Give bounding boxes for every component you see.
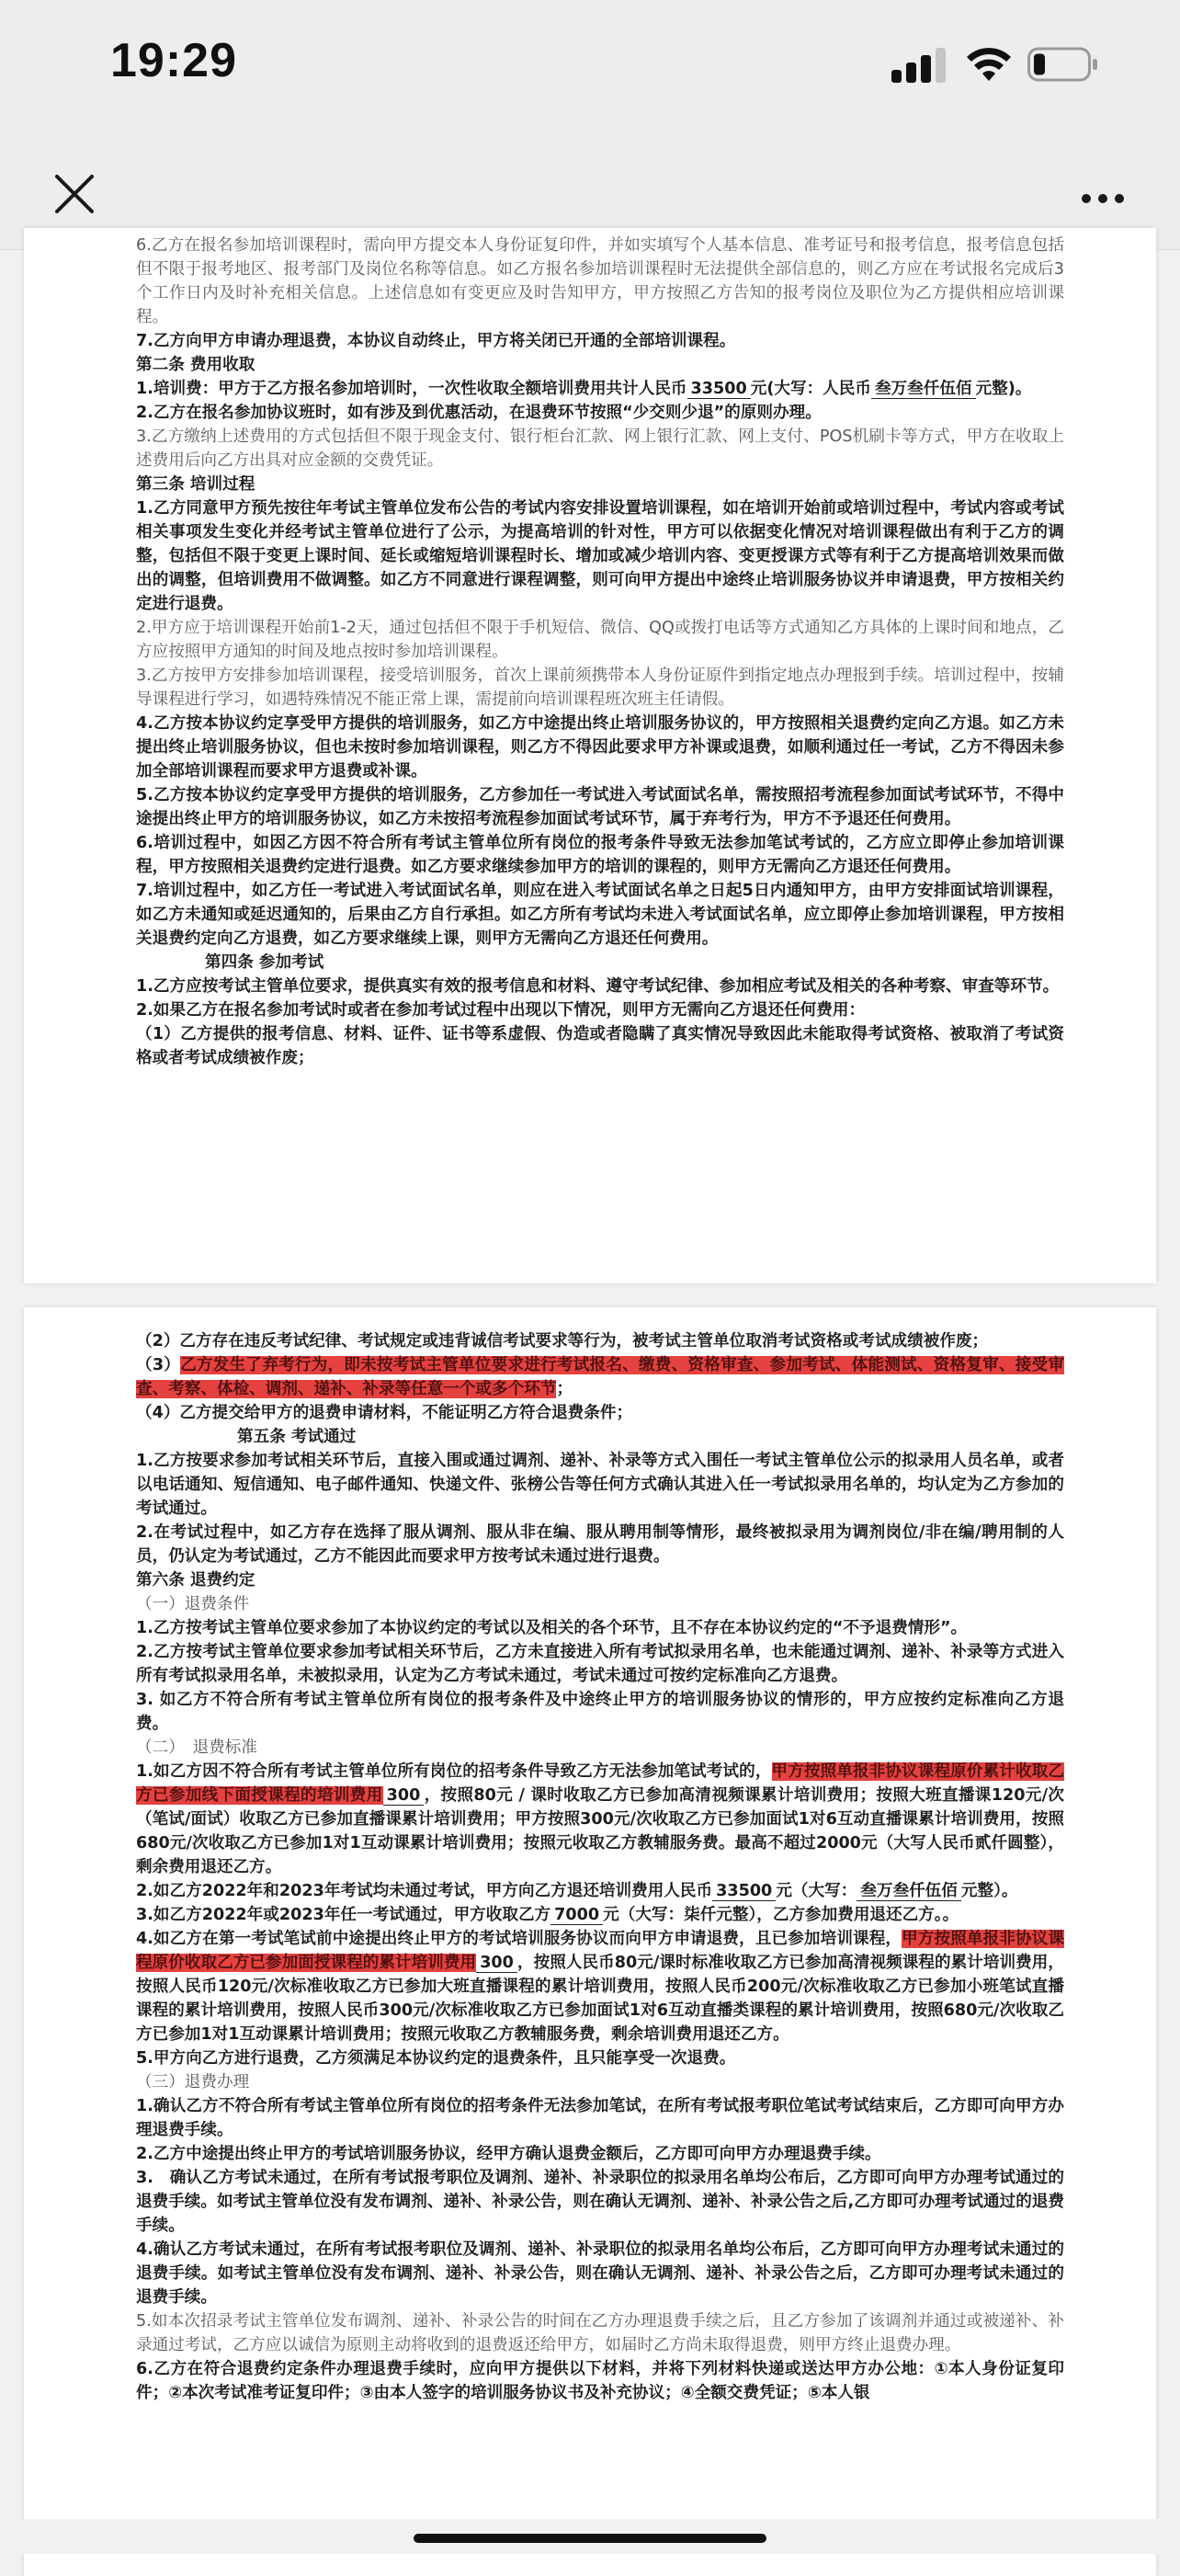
paragraph-text: 第三条 培训过程 bbox=[136, 475, 255, 494]
paragraph-text: 元整)。 bbox=[975, 380, 1032, 398]
document-paragraph bbox=[136, 1329, 1064, 1353]
document-paragraph bbox=[136, 664, 1064, 712]
paragraph-text: 6.培训过程中，如因乙方因不符合所有考试主管单位所有岗位的报考条件导致无法参加笔试考试的，乙方应立即停止参加培训课程，甲方按照相关退费约定进行退费。如乙方要求继续参加甲方的培训的课程的，则甲方无需向乙方退还任何费用。 bbox=[136, 834, 1064, 876]
paragraph-text: 元（大写： bbox=[776, 1882, 857, 1900]
paragraph-text: 1.如乙方因不符合所有考试主管单位所有岗位的招考条件导致乙方无法参加笔试考试的， bbox=[136, 1762, 772, 1781]
document-paragraph bbox=[136, 2238, 1064, 2309]
status-bar bbox=[0, 0, 1180, 138]
wifi-icon bbox=[965, 44, 1013, 83]
more-icon[interactable] bbox=[1066, 165, 1140, 222]
paragraph-text: （4）乙方提交给甲方的退费申请材料，不能证明乙方符合退费条件； bbox=[136, 1404, 633, 1422]
paragraph-text: （2）乙方存在违反考试纪律、考试规定或违背诚信考试要求等行为，被考试主管单位取消考试资格或考试成绩被作废； bbox=[136, 1332, 989, 1351]
section-subheading bbox=[136, 2070, 1064, 2094]
paragraph-text: 元收取乙方教辅服务费，剩余培训费用退还乙方。 bbox=[433, 2025, 789, 2044]
paragraph-text: 第二条 费用收取 bbox=[136, 356, 255, 374]
document-paragraph bbox=[136, 831, 1064, 879]
article-heading bbox=[136, 951, 1064, 975]
document-paragraph bbox=[136, 783, 1064, 831]
underlined-amount: 300 bbox=[476, 1954, 517, 1973]
document-paragraph bbox=[136, 377, 1064, 401]
paragraph-text: （三）退费办理 bbox=[136, 2073, 250, 2092]
document-paragraph bbox=[136, 1616, 1064, 1640]
article-heading bbox=[136, 1568, 1064, 1592]
document-paragraph bbox=[136, 1521, 1064, 1568]
document-viewer[interactable] bbox=[0, 236, 1180, 2554]
paragraph-text: 5.如本次招录考试主管单位发布调剂、递补、补录公告的时间在乙方办理退费手续之后，且乙方参加了该调剂并通过或被递补、补录通过考试，乙方应以诚信为原则主动将收到的退费返还给甲方，如届时乙方尚未取得退费，则甲方终止退费办理。 bbox=[136, 2312, 1064, 2354]
document-paragraph bbox=[136, 975, 1064, 998]
document-paragraph bbox=[136, 1353, 1064, 1401]
document-paragraph bbox=[136, 234, 1064, 329]
underlined-amount: 叁万叁仟伍佰 bbox=[871, 380, 976, 399]
document-paragraph bbox=[136, 879, 1064, 951]
document-paragraph bbox=[136, 1903, 1064, 1927]
paragraph-text: 1.乙方按考试主管单位要求参加了本协议约定的考试以及相关的各个环节，且不存在本协议约定的“不予退费情形”。 bbox=[136, 1619, 968, 1637]
document-paragraph bbox=[136, 1760, 1064, 1879]
paragraph-text: 2.乙方中途提出终止甲方的考试培训服务协议，经甲方确认退费金额后，乙方即可向甲方办理退费手续。 bbox=[136, 2145, 881, 2163]
paragraph-text: 2.乙方按考试主管单位要求参加考试相关环节后，乙方未直接进入所有考试拟录用名单，也未能通过调剂、递补、补录等方式进入所有考试拟录用名单，未被拟录用，认定为乙方考试未通过，考试未通过可按约定标准向乙方退费。 bbox=[136, 1643, 1064, 1685]
document-paragraph bbox=[136, 401, 1064, 425]
paragraph-text: 第五条 考试通过 bbox=[237, 1428, 357, 1446]
paragraph-text: 元收取乙方教辅服务费。最高不超过2000元（大写人民币贰仟圆整），剩余费用退还乙方。 bbox=[136, 1834, 1065, 1876]
paragraph-text: （二） 退费标准 bbox=[136, 1738, 257, 1757]
document-paragraph bbox=[136, 712, 1064, 783]
paragraph-text: 7.乙方向甲方申请办理退费，本协议自动终止，甲方将关闭已开通的全部培训课程。 bbox=[136, 332, 736, 350]
paragraph-text: 7.培训过程中，如乙方任一考试进入考试面试名单，则应在进入考试面试名单之日起5日内通知甲方，由甲方安排面试培训课程，如乙方未通知或延迟通知的，后果由乙方自行承担。如乙方所有考试均未进入考试面试名单，应立即停止参加培训课程，甲方按相关退费约定向乙方退费，如乙方要求继续上课，则甲方无需向乙方退还任何费用。 bbox=[136, 882, 1064, 948]
paragraph-text: 2.如果乙方在报名参加考试时或者在参加考试过程中出现以下情况，则甲方无需向乙方退还任何费用： bbox=[136, 1001, 866, 1020]
paragraph-text: 3.乙方缴纳上述费用的方式包括但不限于现金支付、银行柜台汇款、网上银行汇款、网上支付、POS机刷卡等方式，甲方在收取上述费用后向乙方出具对应金额的交费凭证。 bbox=[136, 427, 1064, 470]
paragraph-text: ，按照80元 / 课时收取乙方已参加高清视频课累计培训费用；按照大班直播课120元/次（笔试/面试）收取乙方已参加直播课累计培训费用；甲方按照300元/次收取乙方已参加面试1对6互动直播课累计培训费用，按照680元/次收取乙方已参加1对1互动课累计培训费用；按照 bbox=[136, 1786, 1064, 1852]
paragraph-text: 2.乙方在报名参加协议班时，如有涉及到优惠活动，在退费环节按照“少交则少退”的原则办理。 bbox=[136, 404, 822, 422]
document-paragraph bbox=[136, 2094, 1064, 2142]
article-heading bbox=[136, 473, 1064, 496]
paragraph-text: 4.如乙方在第一考试笔试前中途提出终止甲方的考试培训服务协议而向甲方申请退费，且已参加培训课程， bbox=[136, 1930, 902, 1948]
cellular-signal-icon bbox=[891, 48, 947, 83]
battery-icon bbox=[1027, 46, 1099, 83]
highlighted-text: 甲方按照单报非协议课程原价收取乙方已参加面授课程的累计培训费用 bbox=[136, 1930, 1064, 1972]
paragraph-text: 5.甲方向乙方进行退费，乙方须满足本协议约定的退费条件，且只能享受一次退费。 bbox=[136, 2049, 736, 2068]
paragraph-text: 2.甲方应于培训课程开始前1-2天，通过包括但不限于手机短信、微信、QQ或拨打电话等方式通知乙方具体的上课时间和地点，乙方应按照甲方通知的时间及地点按时参加培训课程。 bbox=[136, 619, 1064, 661]
paragraph-text: 1.乙方应按考试主管单位要求，提供真实有效的报考信息和材料、遵守考试纪律、参加相应考试及相关的各种考察、审查等环节。 bbox=[136, 977, 1060, 996]
document-paragraph bbox=[136, 2046, 1064, 2070]
document-page-1 bbox=[24, 228, 1156, 1283]
close-icon[interactable] bbox=[46, 165, 103, 222]
article-heading bbox=[136, 1425, 1064, 1449]
section-subheading bbox=[136, 1736, 1064, 1760]
document-paragraph bbox=[136, 2142, 1064, 2166]
highlighted-text: 乙方发生了弃考行为，即未按考试主管单位要求进行考试报名、缴费、资格审查、参加考试、体能测试、资格复审、接受审查、考察、体检、调剂、递补、补录等任意一个或多个环节 bbox=[136, 1356, 1064, 1398]
paragraph-text: （3） bbox=[136, 1356, 181, 1374]
document-paragraph bbox=[136, 2357, 1064, 2405]
document-paragraph bbox=[136, 496, 1064, 616]
page-2-text bbox=[136, 1329, 1064, 2405]
document-paragraph bbox=[136, 1401, 1064, 1425]
paragraph-text: 元（大写：柒仟元整），乙方参加费用退还乙方。。 bbox=[603, 1906, 959, 1924]
paragraph-text: 元整）。 bbox=[960, 1882, 1018, 1900]
article-heading bbox=[136, 353, 1064, 377]
paragraph-text: （1）乙方提供的报考信息、材料、证件、证书等系虚假、伪造或者隐瞒了真实情况导致因此未能取得考试资格、被取消了考试资格或者考试成绩被作废； bbox=[136, 1025, 1064, 1067]
paragraph-text: 3.乙方按甲方安排参加培训课程，接受培训服务，首次上课前须携带本人身份证原件到指定地点办理报到手续。培训过程中，按辅导课程进行学习，如遇特殊情况不能正常上课，需提前向培训课程班次班主任请假。 bbox=[136, 667, 1064, 709]
document-paragraph bbox=[136, 329, 1064, 353]
paragraph-text: 第四条 参加考试 bbox=[205, 953, 324, 972]
home-indicator bbox=[414, 2534, 766, 2543]
status-time: 19:29 bbox=[110, 34, 237, 87]
paragraph-text: （一）退费条件 bbox=[136, 1595, 250, 1613]
paragraph-text: ； bbox=[556, 1380, 573, 1398]
underlined-amount: 33500 bbox=[687, 380, 751, 399]
paragraph-text: 1.确认乙方不符合所有考试主管单位所有岗位的招考条件无法参加笔试，在所有考试报考职位笔试考试结束后，乙方即可向甲方办理退费手续。 bbox=[136, 2097, 1064, 2139]
paragraph-text: 3. 确认乙方考试未通过，在所有考试报考职位及调剂、递补、补录职位的拟录用名单均公布后，乙方即可向甲方办理考试通过的退费手续。如考试主管单位没有发布调剂、递补、补录公告，则在确认无调剂、递补、补录公告之后,乙方即可办理考试通过的退费手续。 bbox=[136, 2169, 1064, 2235]
underlined-amount: 33500 bbox=[712, 1882, 776, 1901]
paragraph-text: 元(大写：人民币 bbox=[750, 380, 871, 398]
paragraph-text: 2.在考试过程中，如乙方存在选择了服从调剂、服从非在编、服从聘用制等情形，最终被拟录用为调剂岗位/非在编/聘用制的人员，仍认定为考试通过，乙方不能因此而要求甲方按考试未通过进行退费。 bbox=[136, 1523, 1064, 1566]
paragraph-text: 1.乙方同意甲方预先按往年考试主管单位发布公告的考试内容安排设置培训课程，如在培训开始前或培训过程中，考试内容或考试相关事项发生变化并经考试主管单位进行了公示，为提高培训的针对性，甲方可以依据变化情况对培训课程做出有利于乙方的调整，包括但不限于变更上课时间、延长或缩短培训课程时长、增加或减少培训内容、变更授课方式等有利于乙方提高培训效果而做出的调整，但培训费用不做调整。如乙方不同意进行课程调整，则可向甲方提出中途终止培训服务协议并申请退费，甲方按相关约定进行退费。 bbox=[136, 499, 1064, 613]
document-paragraph bbox=[136, 2166, 1064, 2238]
document-paragraph bbox=[136, 1879, 1064, 1903]
document-paragraph bbox=[136, 1640, 1064, 1688]
paragraph-text: 1.培训费：甲方于乙方报名参加培训时，一次性收取全额培训费用共计人民币 bbox=[136, 380, 687, 398]
document-paragraph bbox=[136, 1022, 1064, 1070]
underlined-amount: 7000 bbox=[550, 1906, 603, 1925]
paragraph-text: 6.乙方在符合退费约定条件办理退费手续时，应向甲方提供以下材料，并将下列材料快递或送达甲方办公地：①本人身份证复印件；②本次考试准考证复印件；③由本人签字的培训服务协议书及补充协议；④全额交费凭证；⑤本人银 bbox=[136, 2360, 1064, 2402]
document-paragraph bbox=[136, 1688, 1064, 1736]
paragraph-text: 4.乙方按本协议约定享受甲方提供的培训服务，如乙方中途提出终止培训服务协议的，甲方按照相关退费约定向乙方退。如乙方未提出终止培训服务协议，但也未按时参加培训课程，则乙方不得因此要求甲方补课或退费，如顺利通过任一考试，乙方不得因未参加全部培训课程而要求甲方退费或补课。 bbox=[136, 714, 1064, 781]
paragraph-text: 4.确认乙方考试未通过，在所有考试报考职位及调剂、递补、补录职位的拟录用名单均公布后，乙方即可向甲方办理考试未通过的退费手续。如考试主管单位没有发布调剂、递补、补录公告，则在确认无调剂、递补、补录公告之后，乙方即可办理考试未通过的退费手续。 bbox=[136, 2240, 1064, 2307]
paragraph-text: 6.乙方在报名参加培训课程时，需向甲方提交本人身份证复印件，并如实填写个人基本信息、准考证号和报考信息，报考信息包括但不限于报考地区、报考部门及岗位名称等信息。如乙方报名参加培训课程时无法提供全部信息的，则乙方应在考试报名完成后3个工作日内及时补充相关信息。上述信息如有变更应及时告知甲方，甲方按照乙方告知的报考岗位及职位为乙方提供相应培训课程。 bbox=[136, 236, 1064, 326]
paragraph-text: 1.乙方按要求参加考试相关环节后，直接入围或通过调剂、递补、补录等方式入围任一考试主管单位公示的拟录用人员名单，或者以电话通知、短信通知、电子邮件通知、快递文件、张榜公告等任何方式确认其进入任一考试拟录用名单的，均认定为乙方参加的考试通过。 bbox=[136, 1452, 1064, 1518]
paragraph-text: 5.乙方按本协议约定享受甲方提供的培训服务，乙方参加任一考试进入考试面试名单，需按照招考流程参加面试考试环节，不得中途提出终止甲方的培训服务协议，如乙方未按招考流程参加面试考试环节，属于弃考行为，甲方不予退还任何费用。 bbox=[136, 786, 1064, 828]
document-paragraph bbox=[136, 1449, 1064, 1521]
paragraph-text: 2.如乙方2022年和2023年考试均未通过考试，甲方向乙方退还培训费用人民币 bbox=[136, 1882, 713, 1900]
page-1-text bbox=[136, 234, 1064, 1070]
document-paragraph bbox=[136, 2309, 1064, 2357]
paragraph-text: 第六条 退费约定 bbox=[136, 1571, 255, 1590]
document-paragraph bbox=[136, 616, 1064, 664]
paragraph-text: 3.如乙方2022年或2023年任一考试通过，甲方收取乙方 bbox=[136, 1906, 551, 1924]
document-page-2 bbox=[24, 1307, 1156, 2576]
section-subheading bbox=[136, 1592, 1064, 1616]
paragraph-text: ，按照人民币80元/课时标准收取乙方已参加高清视频课程的累计培训费用，按照人民币120元/次标准收取乙方已参加大班直播课程的累计培训费用，按照人民币200元/次标准收取乙方已参加小班笔试直播课程的累计培训费用，按照人民币300元/次标准收取乙方已参加面试1对6互动直播类课程的累计培训费用，按照680元/次收取乙方已参加1对1互动课累计培训费用；按照 bbox=[136, 1954, 1064, 2044]
highlighted-text: 甲方按照单报非协议课程原价累计收取乙方已参加线下面授课程的培训费用 bbox=[136, 1762, 1064, 1805]
underlined-amount: 叁万叁仟伍佰 bbox=[857, 1882, 961, 1901]
document-paragraph bbox=[136, 425, 1064, 473]
paragraph-text: 3. 如乙方不符合所有考试主管单位所有岗位的报考条件及中途终止甲方的培训服务协议的情形的，甲方应按约定标准向乙方退费。 bbox=[136, 1691, 1064, 1733]
document-paragraph bbox=[136, 998, 1064, 1022]
underlined-amount: 300 bbox=[383, 1786, 425, 1806]
document-paragraph bbox=[136, 1927, 1064, 2046]
